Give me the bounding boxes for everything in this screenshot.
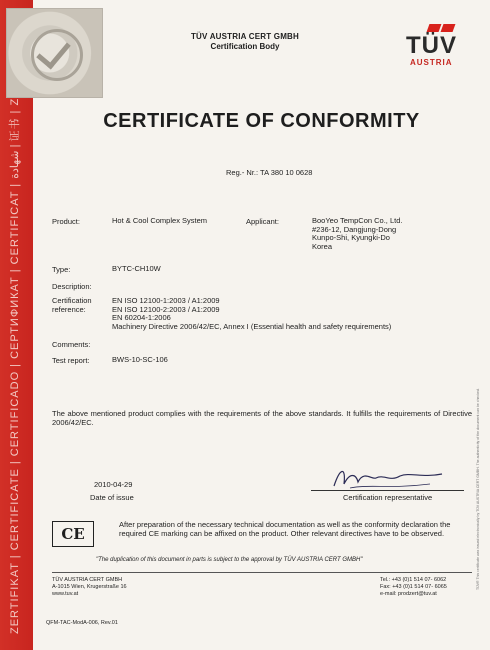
organisation-role: Certification Body: [210, 42, 280, 51]
reference-label-line: reference:: [52, 304, 86, 314]
footer-email-link[interactable]: e-mail: prodzert@tuv.at: [380, 591, 437, 597]
applicant-line: #236-12, Dangjung-Dong: [312, 224, 397, 234]
duplication-note: "The duplication of this document in parts is subject to the approval by TÜV AUSTRIA CERT GMBH": [96, 557, 363, 563]
applicant-label: Applicant:: [246, 217, 279, 226]
ce-marking-note: After preparation of the necessary technical documentation as well as the conformity declaration the required CE marking can be affixed on the product. Other relevant directives have to be observed.: [119, 520, 451, 538]
issue-date-label: Date of issue: [90, 493, 134, 502]
comments-label: Comments:: [52, 340, 91, 349]
logo-accent-icon: [441, 24, 456, 32]
certificate-title: CERTIFICATE OF CONFORMITY: [103, 110, 420, 132]
logo-accent-icon: [427, 24, 442, 32]
applicant-line: Kunpo-Shi, Kyungki-Do: [312, 233, 390, 242]
footer-website-link[interactable]: www.tuv.at: [52, 591, 79, 597]
compliance-statement: The above mentioned product complies with the requirements of the above standards. It fulfills the requirements of Directive 2006/42/EC.: [52, 409, 472, 427]
representative-label: Certification representative: [343, 493, 433, 502]
applicant-address: [312, 217, 402, 251]
certification-reference-label: [52, 297, 92, 314]
applicant-line: Korea: [312, 241, 333, 251]
type-label: Type:: [52, 265, 71, 274]
standard-line: EN 60204-1:2006: [112, 313, 171, 322]
hologram-seal-icon: [6, 8, 103, 98]
header-block: [160, 32, 330, 51]
footer-fax: Fax: +43 (0)1 514 07- 6065: [380, 584, 447, 590]
footer-phone: Tel.: +43 (0)1 514 07- 6062: [380, 577, 447, 583]
product-label: Product:: [52, 217, 80, 226]
check-seal-icon: [31, 29, 83, 81]
registration-number: Reg.- Nr.: TA 380 10 0628: [226, 168, 313, 177]
ce-mark-text: CE: [61, 525, 85, 543]
side-strip-text: ZERTIFIKAT | CERTIFICATE | CERTIFICADO | СЕРТИФИКАТ | CERTIFICAT | شهادة | 证书 |: [9, 109, 21, 634]
test-report-label: Test report:: [52, 356, 90, 365]
issue-date: 2010-04-29: [94, 480, 133, 489]
certification-label-line: Certification: [52, 296, 92, 305]
type-value: BYTC-CH10W: [112, 264, 161, 273]
signature-line: [311, 490, 464, 491]
footer-address-line: TÜV AUSTRIA CERT GMBH: [52, 577, 123, 583]
product-value: Hot & Cool Complex System: [112, 216, 208, 225]
footer-contact: [380, 577, 447, 598]
certification-reference-values: [112, 297, 391, 331]
standard-line: Machinery Directive 2006/42/EC, Annex I (Essential health and safety requirements): [112, 321, 392, 331]
organisation-name: TÜV AUSTRIA CERT GMBH: [190, 32, 300, 41]
ce-mark-icon: [52, 521, 94, 547]
description-label: Description:: [52, 282, 92, 291]
standard-line: EN ISO 12100-1:2003 / A1:2009: [112, 296, 220, 305]
form-identifier: QFM-TAC-ModA-006, Rev.01: [46, 620, 118, 626]
footer-address: [52, 577, 127, 598]
footer-divider: [52, 572, 472, 573]
standard-line: EN ISO 12100-2:2003 / A1:2009: [112, 304, 220, 314]
logo-subword: AUSTRIA: [410, 58, 453, 67]
applicant-line: BooYeo TempCon Co., Ltd.: [312, 216, 403, 225]
tuv-logo: [406, 22, 468, 68]
test-report-value: BWS-10-SC-106: [112, 355, 168, 364]
logo-word: TÜV: [406, 32, 457, 59]
footer-address-line: A-1015 Wien, Krugerstraße 16: [52, 584, 127, 590]
vertical-side-note: TÜV® This certificate was issued electronically by TÜV AUSTRIA CERT GMBH. The authenticity of the document can be checked.: [476, 388, 480, 590]
